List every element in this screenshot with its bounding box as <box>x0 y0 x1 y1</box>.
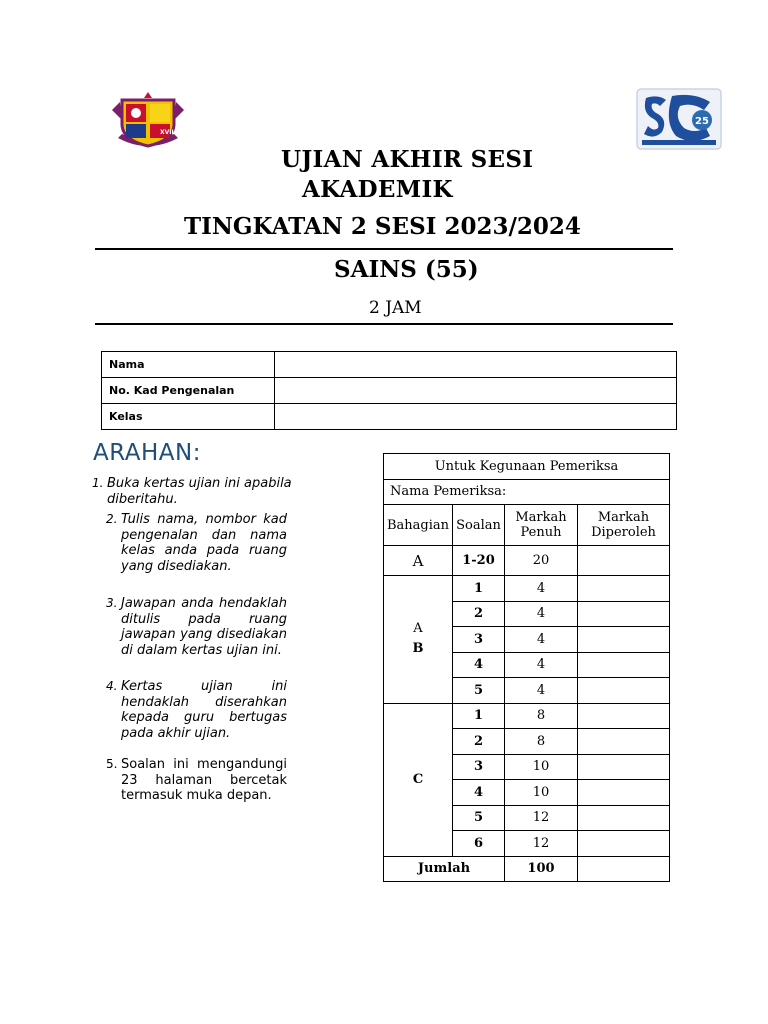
section-c-penuh: 12 <box>505 831 578 857</box>
exam-title-line2: AKADEMIK <box>302 176 453 203</box>
instruction-number: 5. <box>106 757 118 771</box>
section-c-diperoleh[interactable] <box>578 729 670 755</box>
section-c-diperoleh[interactable] <box>578 831 670 857</box>
student-ic-field[interactable] <box>275 378 677 404</box>
header-markah-penuh: Markah Penuh <box>505 505 578 546</box>
section-b-soalan: 3 <box>453 627 505 653</box>
section-c-penuh: 10 <box>505 780 578 806</box>
instruction-text: Buka kertas ujian ini apabila diberitahu. <box>107 476 292 507</box>
section-a-label: A <box>384 546 453 576</box>
instruction-item-3 <box>106 596 287 658</box>
instruction-item-2 <box>106 512 287 574</box>
examiner-table-title: Untuk Kegunaan Pemeriksa <box>384 454 670 480</box>
total-value: 100 <box>505 856 578 882</box>
student-name-field[interactable] <box>275 352 677 378</box>
section-c-diperoleh[interactable] <box>578 805 670 831</box>
section-c-soalan: 6 <box>453 831 505 857</box>
instruction-text: Soalan ini mengandungi 23 halaman bercetak termasuk muka depan. <box>121 757 287 803</box>
section-c-penuh: 10 <box>505 754 578 780</box>
section-b-diperoleh[interactable] <box>578 576 670 602</box>
svg-text:25: 25 <box>695 116 709 127</box>
instruction-text: Jawapan anda hendaklah ditulis pada ruang jawapan yang disediakan di dalam kertas ujian ini. <box>121 596 287 658</box>
section-b-penuh: 4 <box>505 627 578 653</box>
section-c-diperoleh[interactable] <box>578 703 670 729</box>
section-b-diperoleh[interactable] <box>578 601 670 627</box>
section-c-soalan: 2 <box>453 729 505 755</box>
section-b-penuh: 4 <box>505 652 578 678</box>
section-c-penuh: 8 <box>505 729 578 755</box>
sessions-25-logo <box>636 88 722 150</box>
instruction-number: 4. <box>106 679 118 693</box>
header-bahagian: Bahagian <box>384 505 453 546</box>
student-info-label: No. Kad Pengenalan <box>102 378 275 404</box>
section-b-soalan: 5 <box>453 678 505 704</box>
divider-top <box>95 248 673 250</box>
section-b-diperoleh[interactable] <box>578 627 670 653</box>
instruction-text: Tulis nama, nombor kad pengenalan dan nama kelas anda pada ruang yang disediakan. <box>121 512 287 574</box>
section-b-label <box>384 576 453 704</box>
section-c-soalan: 4 <box>453 780 505 806</box>
section-c-diperoleh[interactable] <box>578 754 670 780</box>
subject-title: SAINS (55) <box>334 256 479 283</box>
student-class-field[interactable] <box>275 404 677 430</box>
section-c-penuh: 8 <box>505 703 578 729</box>
student-info-label: Kelas <box>102 404 275 430</box>
instruction-item-1 <box>92 476 317 507</box>
examiner-marks-table <box>383 453 670 882</box>
instruction-number: 1. <box>92 476 104 490</box>
section-c-soalan: 5 <box>453 805 505 831</box>
student-info-row <box>102 378 677 404</box>
section-c-label: C <box>384 703 453 856</box>
section-a-soalan: 1-20 <box>453 546 505 576</box>
section-b-diperoleh[interactable] <box>578 652 670 678</box>
examiner-name-label[interactable]: Nama Pemeriksa: <box>384 479 670 505</box>
section-b-label-a: A <box>413 621 423 637</box>
student-info-row <box>102 404 677 430</box>
student-info-label: Nama <box>102 352 275 378</box>
section-b-diperoleh[interactable] <box>578 678 670 704</box>
header-markah-diperoleh: Markah Diperoleh <box>578 505 670 546</box>
header-soalan: Soalan <box>453 505 505 546</box>
section-b-penuh: 4 <box>505 678 578 704</box>
exam-title-line3: TINGKATAN 2 SESI 2023/2024 <box>184 213 581 240</box>
section-c-penuh: 12 <box>505 805 578 831</box>
section-b-soalan: 1 <box>453 576 505 602</box>
section-a-penuh: 20 <box>505 546 578 576</box>
instruction-number: 2. <box>106 512 118 526</box>
duration: 2 JAM <box>369 298 422 318</box>
svg-text:XVII: XVII <box>160 129 174 136</box>
section-b-penuh: 4 <box>505 576 578 602</box>
instruction-number: 3. <box>106 596 118 610</box>
student-info-row <box>102 352 677 378</box>
exam-title-line1: UJIAN AKHIR SESI <box>281 146 534 173</box>
instruction-text: Kertas ujian ini hendaklah diserahkan kepada guru bertugas pada akhir ujian. <box>121 679 287 741</box>
instructions-heading: ARAHAN: <box>93 440 201 466</box>
section-c-diperoleh[interactable] <box>578 780 670 806</box>
instruction-item-5 <box>106 757 287 804</box>
student-info-table <box>101 351 677 430</box>
section-a-diperoleh[interactable] <box>578 546 670 576</box>
section-b-label-b: B <box>412 641 424 657</box>
section-b-soalan: 4 <box>453 652 505 678</box>
total-diperoleh[interactable] <box>578 856 670 882</box>
section-b-soalan: 2 <box>453 601 505 627</box>
divider-bottom <box>95 323 673 325</box>
school-crest-logo <box>108 90 188 152</box>
total-label: Jumlah <box>384 856 505 882</box>
section-b-penuh: 4 <box>505 601 578 627</box>
section-c-soalan: 1 <box>453 703 505 729</box>
instruction-item-4 <box>106 679 287 741</box>
section-c-soalan: 3 <box>453 754 505 780</box>
